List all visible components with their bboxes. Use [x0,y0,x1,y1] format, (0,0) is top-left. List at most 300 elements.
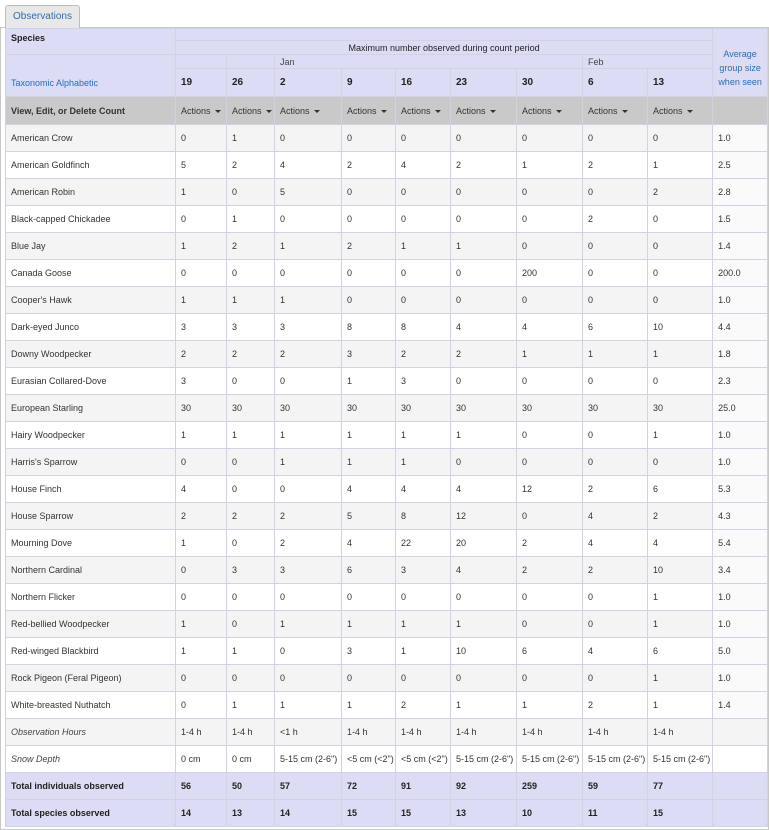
table-row [6,611,768,638]
species-name: Eurasian Collared-Dove [6,368,176,395]
header-spacer [176,29,713,41]
count-cell: 0 [227,179,275,206]
count-cell: 1 [648,611,713,638]
actions-dropdown-2[interactable] [275,97,342,125]
actions-label: Actions [588,105,618,116]
avg-group-size: 3.4 [713,557,768,584]
count-cell: 0 [451,125,517,152]
avg-group-size: 1.0 [713,422,768,449]
observation-hours-value: 1-4 h [517,719,583,746]
count-cell: 3 [176,314,227,341]
count-cell: 1 [176,422,227,449]
count-cell: 2 [451,341,517,368]
table-row [6,233,768,260]
count-cell: 0 [396,665,451,692]
count-cell: 2 [583,152,648,179]
count-cell: 0 [227,584,275,611]
count-cell: 1 [342,611,396,638]
date-header-8: 13 [648,69,713,97]
count-cell: 0 [517,422,583,449]
actions-label: Actions [456,105,486,116]
date-header-3: 9 [342,69,396,97]
count-cell: 1 [227,125,275,152]
count-cell: 1 [275,422,342,449]
snow-depth-value: <5 cm (<2") [396,746,451,773]
species-name: Rock Pigeon (Feral Pigeon) [6,665,176,692]
count-cell: 2 [517,530,583,557]
table-row [6,206,768,233]
count-cell: 4 [176,476,227,503]
species-name: Downy Woodpecker [6,341,176,368]
date-header-6: 30 [517,69,583,97]
table-row [6,179,768,206]
species-name: American Crow [6,125,176,152]
count-cell: 0 [396,584,451,611]
count-cell: 0 [396,125,451,152]
count-cell: 2 [583,557,648,584]
avg-group-size: 2.3 [713,368,768,395]
observation-hours-value: 1-4 h [648,719,713,746]
tab-bar [0,0,769,28]
count-cell: 1 [176,287,227,314]
snow-depth-row [6,746,768,773]
count-cell: 0 [451,665,517,692]
count-cell: 0 [583,233,648,260]
snow-depth-end [713,746,768,773]
avg-group-size: 200.0 [713,260,768,287]
table-row [6,395,768,422]
table-row [6,314,768,341]
count-cell: 0 [451,449,517,476]
count-cell: 30 [517,395,583,422]
table-row [6,530,768,557]
count-cell: 0 [342,125,396,152]
actions-dropdown-3[interactable] [342,97,396,125]
count-cell: 4 [451,314,517,341]
observation-hours-value: 1-4 h [176,719,227,746]
count-cell: 5 [275,179,342,206]
observation-hours-value: 1-4 h [342,719,396,746]
count-cell: 0 [342,584,396,611]
count-cell: 0 [517,368,583,395]
month-spacer [176,55,227,69]
count-cell: 0 [517,611,583,638]
species-name: Harris's Sparrow [6,449,176,476]
species-name: Hairy Woodpecker [6,422,176,449]
count-cell: 4 [648,530,713,557]
count-cell: 0 [275,260,342,287]
count-cell: 30 [275,395,342,422]
observation-hours-value: 1-4 h [227,719,275,746]
count-cell: 0 [648,449,713,476]
count-cell: 0 [342,287,396,314]
table-row [6,422,768,449]
avg-group-size: 1.0 [713,584,768,611]
count-cell: 30 [451,395,517,422]
sort-taxonomic-alphabetic-link[interactable]: Taxonomic Alphabetic [6,55,176,97]
count-cell: 8 [396,314,451,341]
count-cell: 2 [396,692,451,719]
count-cell: 0 [517,665,583,692]
observation-hours-value: 1-4 h [451,719,517,746]
total-species-value: 15 [396,800,451,827]
count-cell: 30 [176,395,227,422]
table-row [6,260,768,287]
count-cell: 0 [648,287,713,314]
snow-depth-value: 0 cm [227,746,275,773]
month-spacer [227,55,275,69]
total-individuals-value: 57 [275,773,342,800]
count-cell: 1 [275,611,342,638]
count-cell: 1 [451,422,517,449]
count-cell: 4 [451,476,517,503]
count-cell: 0 [648,233,713,260]
count-cell: 1 [517,341,583,368]
species-name: Mourning Dove [6,530,176,557]
count-cell: 1 [176,179,227,206]
count-cell: 1 [275,287,342,314]
count-cell: 30 [396,395,451,422]
observation-hours-value: 1-4 h [583,719,648,746]
count-cell: 2 [648,179,713,206]
species-header: Species [6,29,176,55]
actions-row-label: View, Edit, or Delete Count [6,97,176,125]
count-cell: 6 [583,314,648,341]
actions-label: Actions [401,105,431,116]
actions-dropdown-0[interactable] [176,97,227,125]
max-observed-header: Maximum number observed during count period [176,41,713,55]
caret-down-icon [215,110,221,113]
species-name: Canada Goose [6,260,176,287]
table-row [6,557,768,584]
count-cell: 10 [648,557,713,584]
count-cell: 30 [227,395,275,422]
species-name: American Goldfinch [6,152,176,179]
count-cell: 3 [227,557,275,584]
observation-hours-value: 1-4 h [396,719,451,746]
table-row [6,692,768,719]
total-species-value: 14 [275,800,342,827]
observations-table [5,28,768,827]
count-cell: 0 [227,611,275,638]
snow-depth-value: 5-15 cm (2-6") [648,746,713,773]
table-row [6,287,768,314]
count-cell: 4 [517,314,583,341]
count-cell: 4 [396,152,451,179]
count-cell: 2 [583,206,648,233]
count-cell: 1 [227,206,275,233]
count-cell: 0 [583,584,648,611]
count-cell: 0 [648,125,713,152]
total-individuals-value: 50 [227,773,275,800]
count-cell: 0 [275,476,342,503]
count-cell: 3 [342,341,396,368]
count-cell: 1 [648,422,713,449]
table-row [6,125,768,152]
count-cell: 2 [517,557,583,584]
count-cell: 2 [275,530,342,557]
species-name: Northern Cardinal [6,557,176,584]
count-cell: 0 [342,206,396,233]
species-name: House Sparrow [6,503,176,530]
count-cell: 2 [342,233,396,260]
count-cell: 0 [517,449,583,476]
count-cell: 0 [176,125,227,152]
species-name: American Robin [6,179,176,206]
count-cell: 0 [176,692,227,719]
total-individuals-value: 259 [517,773,583,800]
count-cell: 1 [648,584,713,611]
count-cell: 0 [583,368,648,395]
count-cell: 2 [275,341,342,368]
total-individuals-label: Total individuals observed [6,773,176,800]
count-cell: 1 [648,341,713,368]
snow-depth-label: Snow Depth [6,746,176,773]
table-row [6,449,768,476]
count-cell: 0 [517,287,583,314]
count-cell: 0 [583,449,648,476]
count-cell: 2 [227,233,275,260]
actions-dropdown-7[interactable] [583,97,648,125]
total-species-label: Total species observed [6,800,176,827]
count-cell: 0 [648,368,713,395]
count-cell: 4 [342,476,396,503]
count-cell: 22 [396,530,451,557]
month-jan: Jan [275,55,583,69]
count-cell: 2 [275,503,342,530]
count-cell: 1 [396,449,451,476]
count-cell: 0 [583,287,648,314]
count-cell: 0 [517,584,583,611]
count-cell: 0 [227,665,275,692]
count-cell: 1 [396,233,451,260]
count-cell: 0 [176,665,227,692]
count-cell: 0 [517,125,583,152]
count-cell: 0 [227,476,275,503]
observation-hours-end [713,719,768,746]
count-cell: 6 [342,557,396,584]
count-cell: 1 [342,692,396,719]
observations-panel [0,28,769,830]
count-cell: 0 [275,638,342,665]
count-cell: 0 [396,287,451,314]
avg-group-size: 5.4 [713,530,768,557]
count-cell: 1 [451,233,517,260]
count-cell: 3 [275,557,342,584]
actions-dropdown-5[interactable] [451,97,517,125]
date-header-1: 26 [227,69,275,97]
count-cell: 3 [342,638,396,665]
actions-dropdown-4[interactable] [396,97,451,125]
count-cell: 1 [227,422,275,449]
snow-depth-value: <5 cm (<2") [342,746,396,773]
table-row [6,638,768,665]
count-cell: 2 [176,341,227,368]
snow-depth-value: 0 cm [176,746,227,773]
snow-depth-value: 5-15 cm (2-6") [275,746,342,773]
count-cell: 1 [176,611,227,638]
count-cell: 4 [583,503,648,530]
count-cell: 0 [396,206,451,233]
count-cell: 1 [517,692,583,719]
snow-depth-value: 5-15 cm (2-6") [583,746,648,773]
total-species-value: 11 [583,800,648,827]
count-cell: 2 [583,692,648,719]
actions-row-end [713,97,768,125]
total-species-value: 13 [451,800,517,827]
date-header-0: 19 [176,69,227,97]
count-cell: 1 [648,152,713,179]
count-cell: 0 [451,179,517,206]
count-cell: 3 [275,314,342,341]
count-cell: 0 [583,611,648,638]
species-name: European Starling [6,395,176,422]
count-cell: 6 [517,638,583,665]
count-cell: 1 [342,449,396,476]
count-cell: 0 [275,125,342,152]
observation-hours-row [6,719,768,746]
count-cell: 1 [275,233,342,260]
count-cell: 10 [451,638,517,665]
count-cell: 6 [648,638,713,665]
count-cell: 2 [451,152,517,179]
species-name: Red-bellied Woodpecker [6,611,176,638]
count-cell: 2 [583,476,648,503]
count-cell: 1 [583,341,648,368]
count-cell: 0 [275,665,342,692]
count-cell: 0 [451,206,517,233]
count-cell: 0 [396,179,451,206]
species-name: Red-winged Blackbird [6,638,176,665]
count-cell: 4 [275,152,342,179]
table-row [6,341,768,368]
caret-down-icon [435,110,441,113]
total-individuals-value: 59 [583,773,648,800]
actions-label: Actions [280,105,310,116]
count-cell: 0 [517,503,583,530]
actions-label: Actions [232,105,262,116]
species-name: Black-capped Chickadee [6,206,176,233]
count-cell: 0 [451,260,517,287]
count-cell: 0 [176,206,227,233]
count-cell: 1 [227,692,275,719]
avg-group-size: 1.8 [713,341,768,368]
actions-dropdown-8[interactable] [648,97,713,125]
count-cell: 2 [227,503,275,530]
count-cell: 0 [176,584,227,611]
total-individuals-end [713,773,768,800]
count-cell: 1 [648,665,713,692]
count-cell: 0 [176,449,227,476]
count-cell: 0 [227,260,275,287]
species-name: House Finch [6,476,176,503]
count-cell: 0 [342,179,396,206]
count-cell: 0 [275,206,342,233]
count-cell: 0 [517,233,583,260]
table-row [6,503,768,530]
total-species-value: 13 [227,800,275,827]
count-cell: 0 [227,449,275,476]
actions-dropdown-6[interactable] [517,97,583,125]
count-cell: 1 [176,233,227,260]
count-cell: 4 [583,530,648,557]
count-cell: 20 [451,530,517,557]
caret-down-icon [556,110,562,113]
species-name: Blue Jay [6,233,176,260]
avg-group-size: 5.3 [713,476,768,503]
count-cell: 0 [275,584,342,611]
date-header-5: 23 [451,69,517,97]
count-cell: 0 [342,260,396,287]
count-cell: 10 [648,314,713,341]
caret-down-icon [314,110,320,113]
avg-group-size-header [713,29,768,97]
caret-down-icon [381,110,387,113]
count-cell: 1 [342,368,396,395]
count-cell: 0 [227,530,275,557]
count-cell: 1 [517,152,583,179]
count-cell: 0 [451,584,517,611]
caret-down-icon [490,110,496,113]
table-row [6,665,768,692]
snow-depth-value: 5-15 cm (2-6") [451,746,517,773]
count-cell: 4 [451,557,517,584]
count-cell: 30 [648,395,713,422]
count-cell: 2 [227,341,275,368]
count-cell: 0 [451,368,517,395]
count-cell: 2 [227,152,275,179]
date-header-7: 6 [583,69,648,97]
count-cell: 0 [648,260,713,287]
count-cell: 2 [648,503,713,530]
count-cell: 0 [227,368,275,395]
table-row [6,584,768,611]
table-row [6,368,768,395]
count-cell: 0 [275,368,342,395]
count-cell: 3 [396,368,451,395]
count-cell: 5 [176,152,227,179]
count-cell: 4 [342,530,396,557]
count-cell: 1 [648,692,713,719]
count-cell: 8 [396,503,451,530]
count-cell: 4 [396,476,451,503]
count-cell: 0 [583,422,648,449]
avg-group-size: 1.4 [713,692,768,719]
avg-group-size: 25.0 [713,395,768,422]
count-cell: 0 [176,557,227,584]
snow-depth-value: 5-15 cm (2-6") [517,746,583,773]
actions-dropdown-1[interactable] [227,97,275,125]
count-cell: 0 [176,260,227,287]
count-cell: 2 [176,503,227,530]
count-cell: 2 [342,152,396,179]
avg-group-size: 1.0 [713,287,768,314]
total-individuals-value: 72 [342,773,396,800]
avg-group-size: 1.0 [713,449,768,476]
caret-down-icon [687,110,693,113]
species-name: Cooper's Hawk [6,287,176,314]
count-cell: 1 [227,638,275,665]
count-cell: 200 [517,260,583,287]
tab-observations[interactable]: Observations [5,5,80,29]
avg-group-size: 2.8 [713,179,768,206]
table-row [6,152,768,179]
avg-group-size: 4.3 [713,503,768,530]
avg-group-size: 5.0 [713,638,768,665]
total-species-end [713,800,768,827]
total-species-row [6,800,768,827]
avg-group-size: 1.0 [713,125,768,152]
